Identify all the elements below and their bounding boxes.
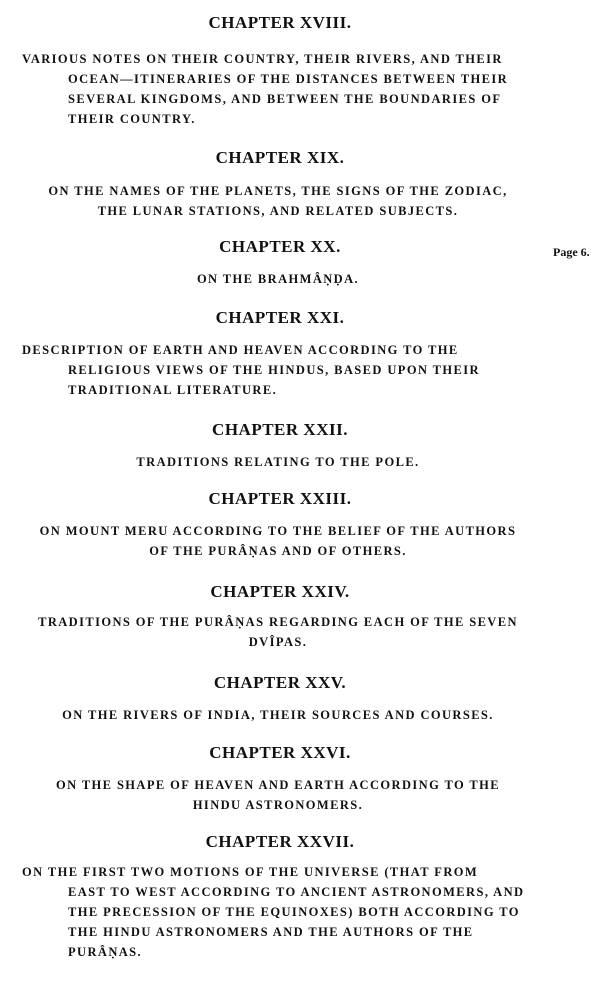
chapter-description	[0, 862, 560, 962]
description-line: THE LUNAR STATIONS, AND RELATED SUBJECTS.	[97, 204, 459, 218]
description-line: SEVERAL KINGDOMS, AND BETWEEN THE BOUNDARIES OF	[68, 92, 502, 106]
description-line: RELIGIOUS VIEWS OF THE HINDUS, BASED UPON THEIR	[68, 363, 480, 377]
description-line: ON THE NAMES OF THE PLANETS, THE SIGNS OF THE ZODIAC,	[48, 184, 508, 198]
chapter-xxi	[0, 308, 560, 400]
description-line: HINDU ASTRONOMERS.	[192, 798, 364, 812]
chapter-title: CHAPTER XXI.	[215, 308, 345, 327]
chapter-description	[0, 612, 560, 652]
chapter-xxiii	[0, 489, 560, 561]
description-line: PURÂṆAS.	[68, 945, 143, 959]
description-line: VARIOUS NOTES ON THEIR COUNTRY, THEIR RIVERS, AND THEIR	[22, 52, 503, 66]
chapter-xxv	[0, 673, 560, 725]
description-line: THE PRECESSION OF THE EQUINOXES) BOTH ACCORDING TO	[68, 905, 520, 919]
chapter-description	[0, 521, 560, 561]
chapter-title: CHAPTER XXVII.	[205, 832, 355, 851]
description-line: OCEAN—ITINERARIES OF THE DISTANCES BETWEEN THEIR	[68, 72, 509, 86]
chapter-description	[0, 269, 560, 289]
description-line: ON THE FIRST TWO MOTIONS OF THE UNIVERSE (THAT FROM	[22, 865, 479, 879]
chapter-title: CHAPTER XXIV.	[210, 582, 350, 601]
description-line: TRADITIONAL LITERATURE.	[68, 383, 278, 397]
description-line: THE HINDU ASTRONOMERS AND THE AUTHORS OF THE	[68, 925, 474, 939]
chapter-description	[0, 452, 560, 472]
page-reference-note: Page 6.	[553, 245, 590, 259]
description-line: TRADITIONS RELATING TO THE POLE.	[136, 455, 420, 469]
chapter-xxvi	[0, 743, 560, 815]
description-line: EAST TO WEST ACCORDING TO ANCIENT ASTRONOMERS, AND	[68, 885, 525, 899]
description-line: ON THE BRAHMÂṆḌA.	[196, 272, 360, 286]
description-line: DESCRIPTION OF EARTH AND HEAVEN ACCORDING TO THE	[22, 343, 459, 357]
chapter-title: CHAPTER XVIII.	[208, 13, 352, 32]
chapter-xxvii	[0, 832, 560, 962]
chapter-xxii	[0, 420, 560, 472]
chapter-title: CHAPTER XIX.	[215, 148, 345, 167]
description-line: TRADITIONS OF THE PURÂṆAS REGARDING EACH OF THE SEVEN	[38, 615, 518, 629]
chapter-xviii	[0, 13, 560, 129]
chapter-xx	[0, 237, 560, 289]
chapter-title: CHAPTER XX.	[219, 237, 341, 256]
chapter-title: CHAPTER XXII.	[212, 420, 348, 439]
description-line: ON THE RIVERS OF INDIA, THEIR SOURCES AND COURSES.	[62, 708, 494, 722]
description-line: THEIR COUNTRY.	[68, 112, 196, 126]
chapter-description	[0, 181, 560, 221]
chapter-description	[0, 340, 560, 400]
chapter-description	[0, 705, 560, 725]
description-line: ON MOUNT MERU ACCORDING TO THE BELIEF OF THE AUTHORS	[39, 524, 517, 538]
chapter-xxiv	[0, 582, 560, 652]
chapter-description	[0, 775, 560, 815]
chapter-title: CHAPTER XXV.	[213, 673, 347, 692]
chapter-xix	[0, 148, 560, 221]
description-line: DVÎPAS.	[248, 635, 308, 649]
description-line: OF THE PURÂṆAS AND OF OTHERS.	[149, 544, 407, 558]
description-line: ON THE SHAPE OF HEAVEN AND EARTH ACCORDING TO THE	[55, 778, 501, 792]
chapter-title: CHAPTER XXVI.	[209, 743, 351, 762]
chapter-description	[0, 49, 560, 129]
chapter-title: CHAPTER XXIII.	[208, 489, 352, 508]
